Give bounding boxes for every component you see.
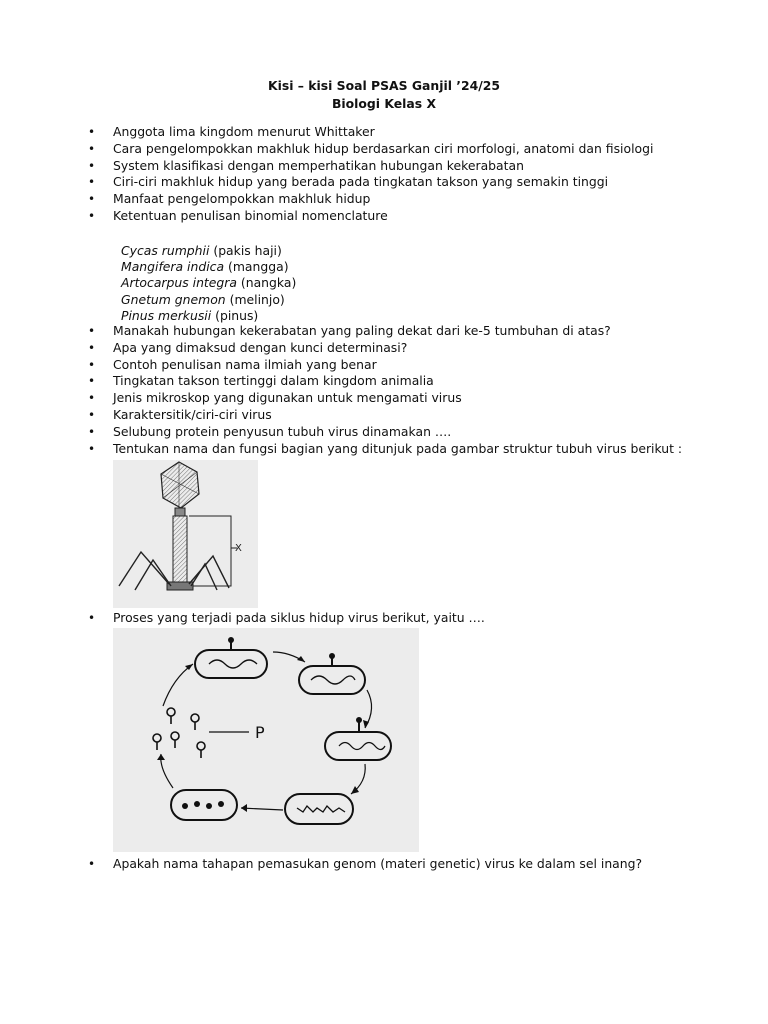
species-latin-name: Gnetum gnemon	[121, 291, 226, 307]
species-item	[121, 243, 296, 259]
species-common-name: (melinjo)	[229, 291, 285, 307]
list-item: • Tentukan nama dan fungsi bagian yang ditunjuk pada gambar struktur tubuh virus berikut :	[88, 440, 683, 456]
species-latin-name: Mangifera indica	[121, 259, 225, 275]
species-common-name: (nangka)	[240, 275, 297, 291]
species-item	[121, 292, 296, 308]
list-item: • Ketentuan penulisan binomial nomenclature	[88, 207, 388, 223]
list-item: • Karaktersitik/ciri-ciri virus	[88, 406, 272, 422]
species-item	[121, 259, 296, 275]
bullet: •	[88, 857, 96, 871]
label-x: X	[235, 543, 242, 554]
list-item: • Manfaat pengelompokkan makhluk hidup	[88, 191, 371, 207]
list-item: • System klasifikasi dengan memperhatikan hubungan kekerabatan	[88, 157, 524, 173]
bullet: •	[88, 424, 96, 439]
topic-list-1	[88, 124, 748, 225]
bullet: •	[88, 208, 96, 223]
document-title: Kisi – kisi Soal PSAS Ganjil ’24/25	[267, 78, 501, 93]
topic-list-4	[88, 856, 748, 873]
bacteriophage-drawing	[113, 460, 258, 608]
list-item: • Selubung protein penyusun tubuh virus dinamakan ….	[88, 423, 452, 439]
species-common-name: (mangga)	[228, 259, 289, 275]
bullet: •	[88, 175, 96, 190]
species-latin-name: Cycas rumphii	[121, 243, 210, 258]
list-item: • Tingkatan takson tertinggi dalam kingdom animalia	[88, 373, 434, 389]
list-item: • Ciri-ciri makhluk hidup yang berada pada tingkatan takson yang semakin tinggi	[88, 174, 609, 190]
list-item: • Anggota lima kingdom menurut Whittaker	[88, 124, 375, 139]
list-item: • Contoh penulisan nama ilmiah yang benar	[88, 356, 377, 372]
bullet: •	[88, 357, 96, 372]
lytic-cycle-drawing	[113, 628, 419, 852]
list-item: • Cara pengelompokkan makhluk hidup berdasarkan ciri morfologi, anatomi dan fisiologi	[88, 140, 654, 156]
list-item: • Jenis mikroskop yang digunakan untuk mengamati virus	[88, 390, 462, 406]
species-item	[121, 308, 296, 324]
lytic-cycle-figure	[113, 628, 419, 852]
bullet: •	[88, 407, 96, 422]
topic-list-3	[88, 610, 748, 627]
topic-list-2	[88, 323, 748, 457]
bullet: •	[88, 192, 96, 207]
label-p: P	[255, 723, 265, 742]
species-latin-name: Pinus merkusii	[121, 307, 212, 323]
bullet: •	[88, 340, 96, 355]
list-item: • Manakah hubungan kekerabatan yang paling dekat dari ke-5 tumbuhan di atas?	[88, 323, 611, 338]
document-subtitle: Biologi Kelas X	[331, 96, 437, 111]
bullet: •	[88, 158, 96, 173]
list-item: • Apa yang dimaksud dengan kunci determinasi?	[88, 339, 408, 355]
bullet: •	[88, 441, 96, 456]
species-item	[121, 275, 296, 291]
species-common-name: (pakis haji)	[213, 243, 282, 258]
bullet: •	[88, 391, 96, 406]
bullet: •	[88, 125, 96, 139]
bacteriophage-figure	[113, 460, 258, 608]
species-list	[121, 243, 296, 324]
bullet: •	[88, 324, 96, 338]
list-item: • Proses yang terjadi pada siklus hidup virus berikut, yaitu ….	[88, 610, 485, 625]
list-item: • Apakah nama tahapan pemasukan genom (materi genetic) virus ke dalam sel inang?	[88, 856, 643, 871]
bullet: •	[88, 141, 96, 156]
species-latin-name: Artocarpus integra	[121, 275, 237, 291]
bullet: •	[88, 611, 96, 625]
bullet: •	[88, 374, 96, 389]
species-common-name: (pinus)	[215, 307, 259, 323]
